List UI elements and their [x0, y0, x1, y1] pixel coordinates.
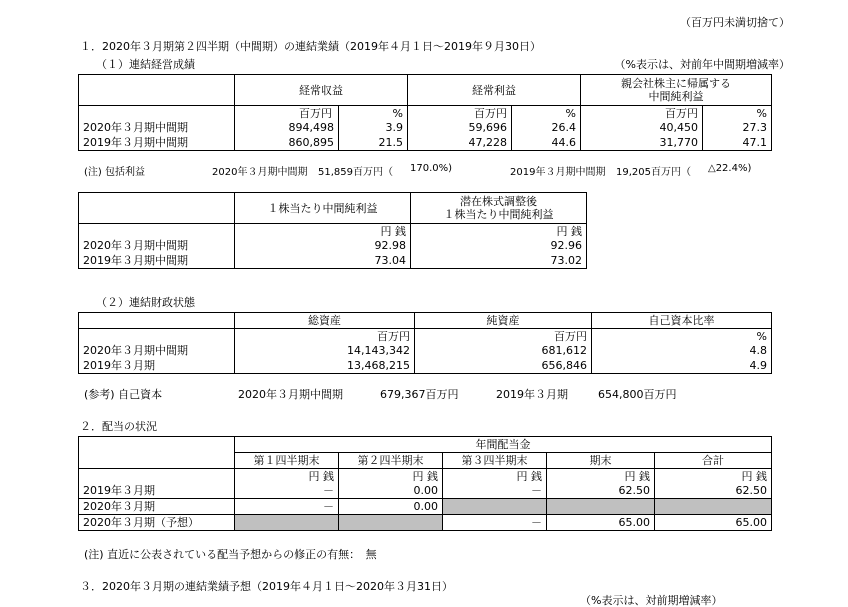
- value-cell: 92.96: [411, 238, 587, 253]
- row-label: 2019年３月期中間期: [79, 135, 235, 151]
- header-q2: 第２四半期末: [339, 453, 443, 469]
- header-q1: 第１四半期末: [235, 453, 339, 469]
- comprehensive-cur-period: 2020年３月期中間期: [212, 167, 308, 178]
- header-q3: 第３四半期末: [443, 453, 547, 469]
- unit-cell: %: [339, 106, 408, 121]
- row-label: 2019年３月期中間期: [79, 253, 235, 269]
- value-cell: 14,143,342: [235, 343, 415, 358]
- value-cell: 31,770: [581, 135, 703, 151]
- value-cell: 21.5: [339, 135, 408, 151]
- header-equity-ratio: 自己資本比率: [592, 313, 772, 329]
- header-ordinary-profit: 経常利益: [408, 75, 581, 106]
- unit-cell: %: [592, 329, 772, 344]
- financial-table: [78, 312, 772, 374]
- unit-cell: %: [703, 106, 772, 121]
- value-cell: 65.00: [547, 515, 655, 531]
- section3-title: ３．2020年３月期の連結業績予想（2019年４月１日～2020年３月31日）: [80, 580, 453, 593]
- row-label: 2019年３月期: [79, 483, 235, 499]
- header-annual-dividend: 年間配当金: [235, 437, 772, 453]
- unit-cell: 円 銭: [411, 224, 587, 239]
- results-table: [78, 74, 772, 151]
- unit-label: [79, 329, 235, 344]
- value-cell: 73.02: [411, 253, 587, 269]
- header-net-assets: 純資産: [415, 313, 592, 329]
- equity-label: (参考) 自己資本: [84, 388, 163, 401]
- sub1-title: （１）連結経営成績: [96, 58, 195, 71]
- value-cell: 4.8: [592, 343, 772, 358]
- header-total-assets: 総資産: [235, 313, 415, 329]
- value-cell: 894,498: [235, 120, 339, 135]
- value-cell: 13,468,215: [235, 358, 415, 374]
- dividend-corner-lower: [79, 453, 235, 469]
- header-diluted-eps-line1: 潜在株式調整後: [460, 195, 537, 208]
- unit-cell: 百万円: [235, 329, 415, 344]
- eps-corner: [79, 193, 235, 224]
- value-cell: 44.6: [512, 135, 581, 151]
- header-year-end: 期末: [547, 453, 655, 469]
- value-cell: 92.98: [235, 238, 411, 253]
- unit-cell: 円 銭: [655, 469, 772, 484]
- header-eps: １株当たり中間純利益: [235, 193, 411, 224]
- comprehensive-prev-period: 2019年３月期中間期: [510, 167, 606, 178]
- shaded-cell: [547, 499, 655, 515]
- equity-cur-period: 2020年３月期中間期: [238, 388, 343, 401]
- sub1-note: （%表示は、対前年中間期増減率）: [614, 58, 790, 71]
- value-cell: 62.50: [655, 483, 772, 499]
- shaded-cell: [443, 499, 547, 515]
- value-cell: 73.04: [235, 253, 411, 269]
- section2-title: ２．配当の状況: [80, 420, 157, 433]
- equity-prev-period: 2019年３月期: [496, 388, 568, 401]
- financial-corner: [79, 313, 235, 329]
- value-cell: －: [443, 483, 547, 499]
- unit-cell: 円 銭: [443, 469, 547, 484]
- unit-label: [79, 106, 235, 121]
- results-corner: [79, 75, 235, 106]
- unit-cell: %: [512, 106, 581, 121]
- header-net-income-line2: 中間純利益: [648, 90, 704, 103]
- unit-label: [79, 224, 235, 239]
- unit-cell: 円 銭: [235, 224, 411, 239]
- dividend-corner: [79, 437, 235, 453]
- row-label: 2020年３月期中間期: [79, 238, 235, 253]
- value-cell: 4.9: [592, 358, 772, 374]
- dividend-table: [78, 436, 772, 531]
- eps-table: [78, 192, 587, 269]
- dividend-note: (注) 直近に公表されている配当予想からの修正の有無： 無: [84, 548, 377, 561]
- comprehensive-cur-pct: 170.0%): [410, 163, 453, 174]
- header-net-income-line1: 親会社株主に帰属する: [621, 77, 731, 90]
- comprehensive-prev-value: 19,205百万円（: [616, 167, 691, 178]
- value-cell: 656,846: [415, 358, 592, 374]
- row-label: 2020年３月期（予想）: [79, 515, 235, 531]
- shaded-cell: [339, 515, 443, 531]
- value-cell: －: [235, 483, 339, 499]
- shaded-cell: [235, 515, 339, 531]
- value-cell: 27.3: [703, 120, 772, 135]
- value-cell: 0.00: [339, 483, 443, 499]
- value-cell: 65.00: [655, 515, 772, 531]
- section1-title: １．2020年３月期第２四半期（中間期）の連結業績（2019年４月１日～2019年９月30日）: [80, 40, 541, 53]
- unit-cell: 円 銭: [547, 469, 655, 484]
- value-cell: 3.9: [339, 120, 408, 135]
- value-cell: 860,895: [235, 135, 339, 151]
- equity-cur-value: 679,367百万円: [380, 388, 459, 401]
- value-cell: 59,696: [408, 120, 512, 135]
- unit-label: [79, 469, 235, 484]
- comprehensive-label: (注) 包括利益: [84, 167, 145, 178]
- sub2-title: （２）連結財政状態: [96, 296, 195, 309]
- value-cell: 40,450: [581, 120, 703, 135]
- header-diluted-eps: [411, 193, 587, 224]
- value-cell: 47.1: [703, 135, 772, 151]
- equity-prev-value: 654,800百万円: [598, 388, 677, 401]
- row-label: 2020年３月期: [79, 499, 235, 515]
- comprehensive-prev-pct: △22.4%): [708, 163, 752, 174]
- unit-cell: 百万円: [581, 106, 703, 121]
- unit-cell: 百万円: [415, 329, 592, 344]
- header-ordinary-income: 経常収益: [235, 75, 408, 106]
- value-cell: －: [443, 515, 547, 531]
- unit-cell: 百万円: [408, 106, 512, 121]
- shaded-cell: [655, 499, 772, 515]
- header-net-income: [581, 75, 772, 106]
- value-cell: 681,612: [415, 343, 592, 358]
- comprehensive-cur-value: 51,859百万円（: [318, 167, 393, 178]
- unit-note: （百万円未満切捨て）: [680, 16, 790, 29]
- value-cell: 47,228: [408, 135, 512, 151]
- value-cell: －: [235, 499, 339, 515]
- row-label: 2019年３月期: [79, 358, 235, 374]
- value-cell: 26.4: [512, 120, 581, 135]
- unit-cell: 百万円: [235, 106, 339, 121]
- header-diluted-eps-line2: １株当たり中間純利益: [443, 208, 554, 221]
- row-label: 2020年３月期中間期: [79, 343, 235, 358]
- value-cell: 0.00: [339, 499, 443, 515]
- unit-cell: 円 銭: [235, 469, 339, 484]
- header-total: 合計: [655, 453, 772, 469]
- unit-cell: 円 銭: [339, 469, 443, 484]
- row-label: 2020年３月期中間期: [79, 120, 235, 135]
- section3-note-partial: （%表示は、対前期増減率）: [580, 594, 723, 607]
- value-cell: 62.50: [547, 483, 655, 499]
